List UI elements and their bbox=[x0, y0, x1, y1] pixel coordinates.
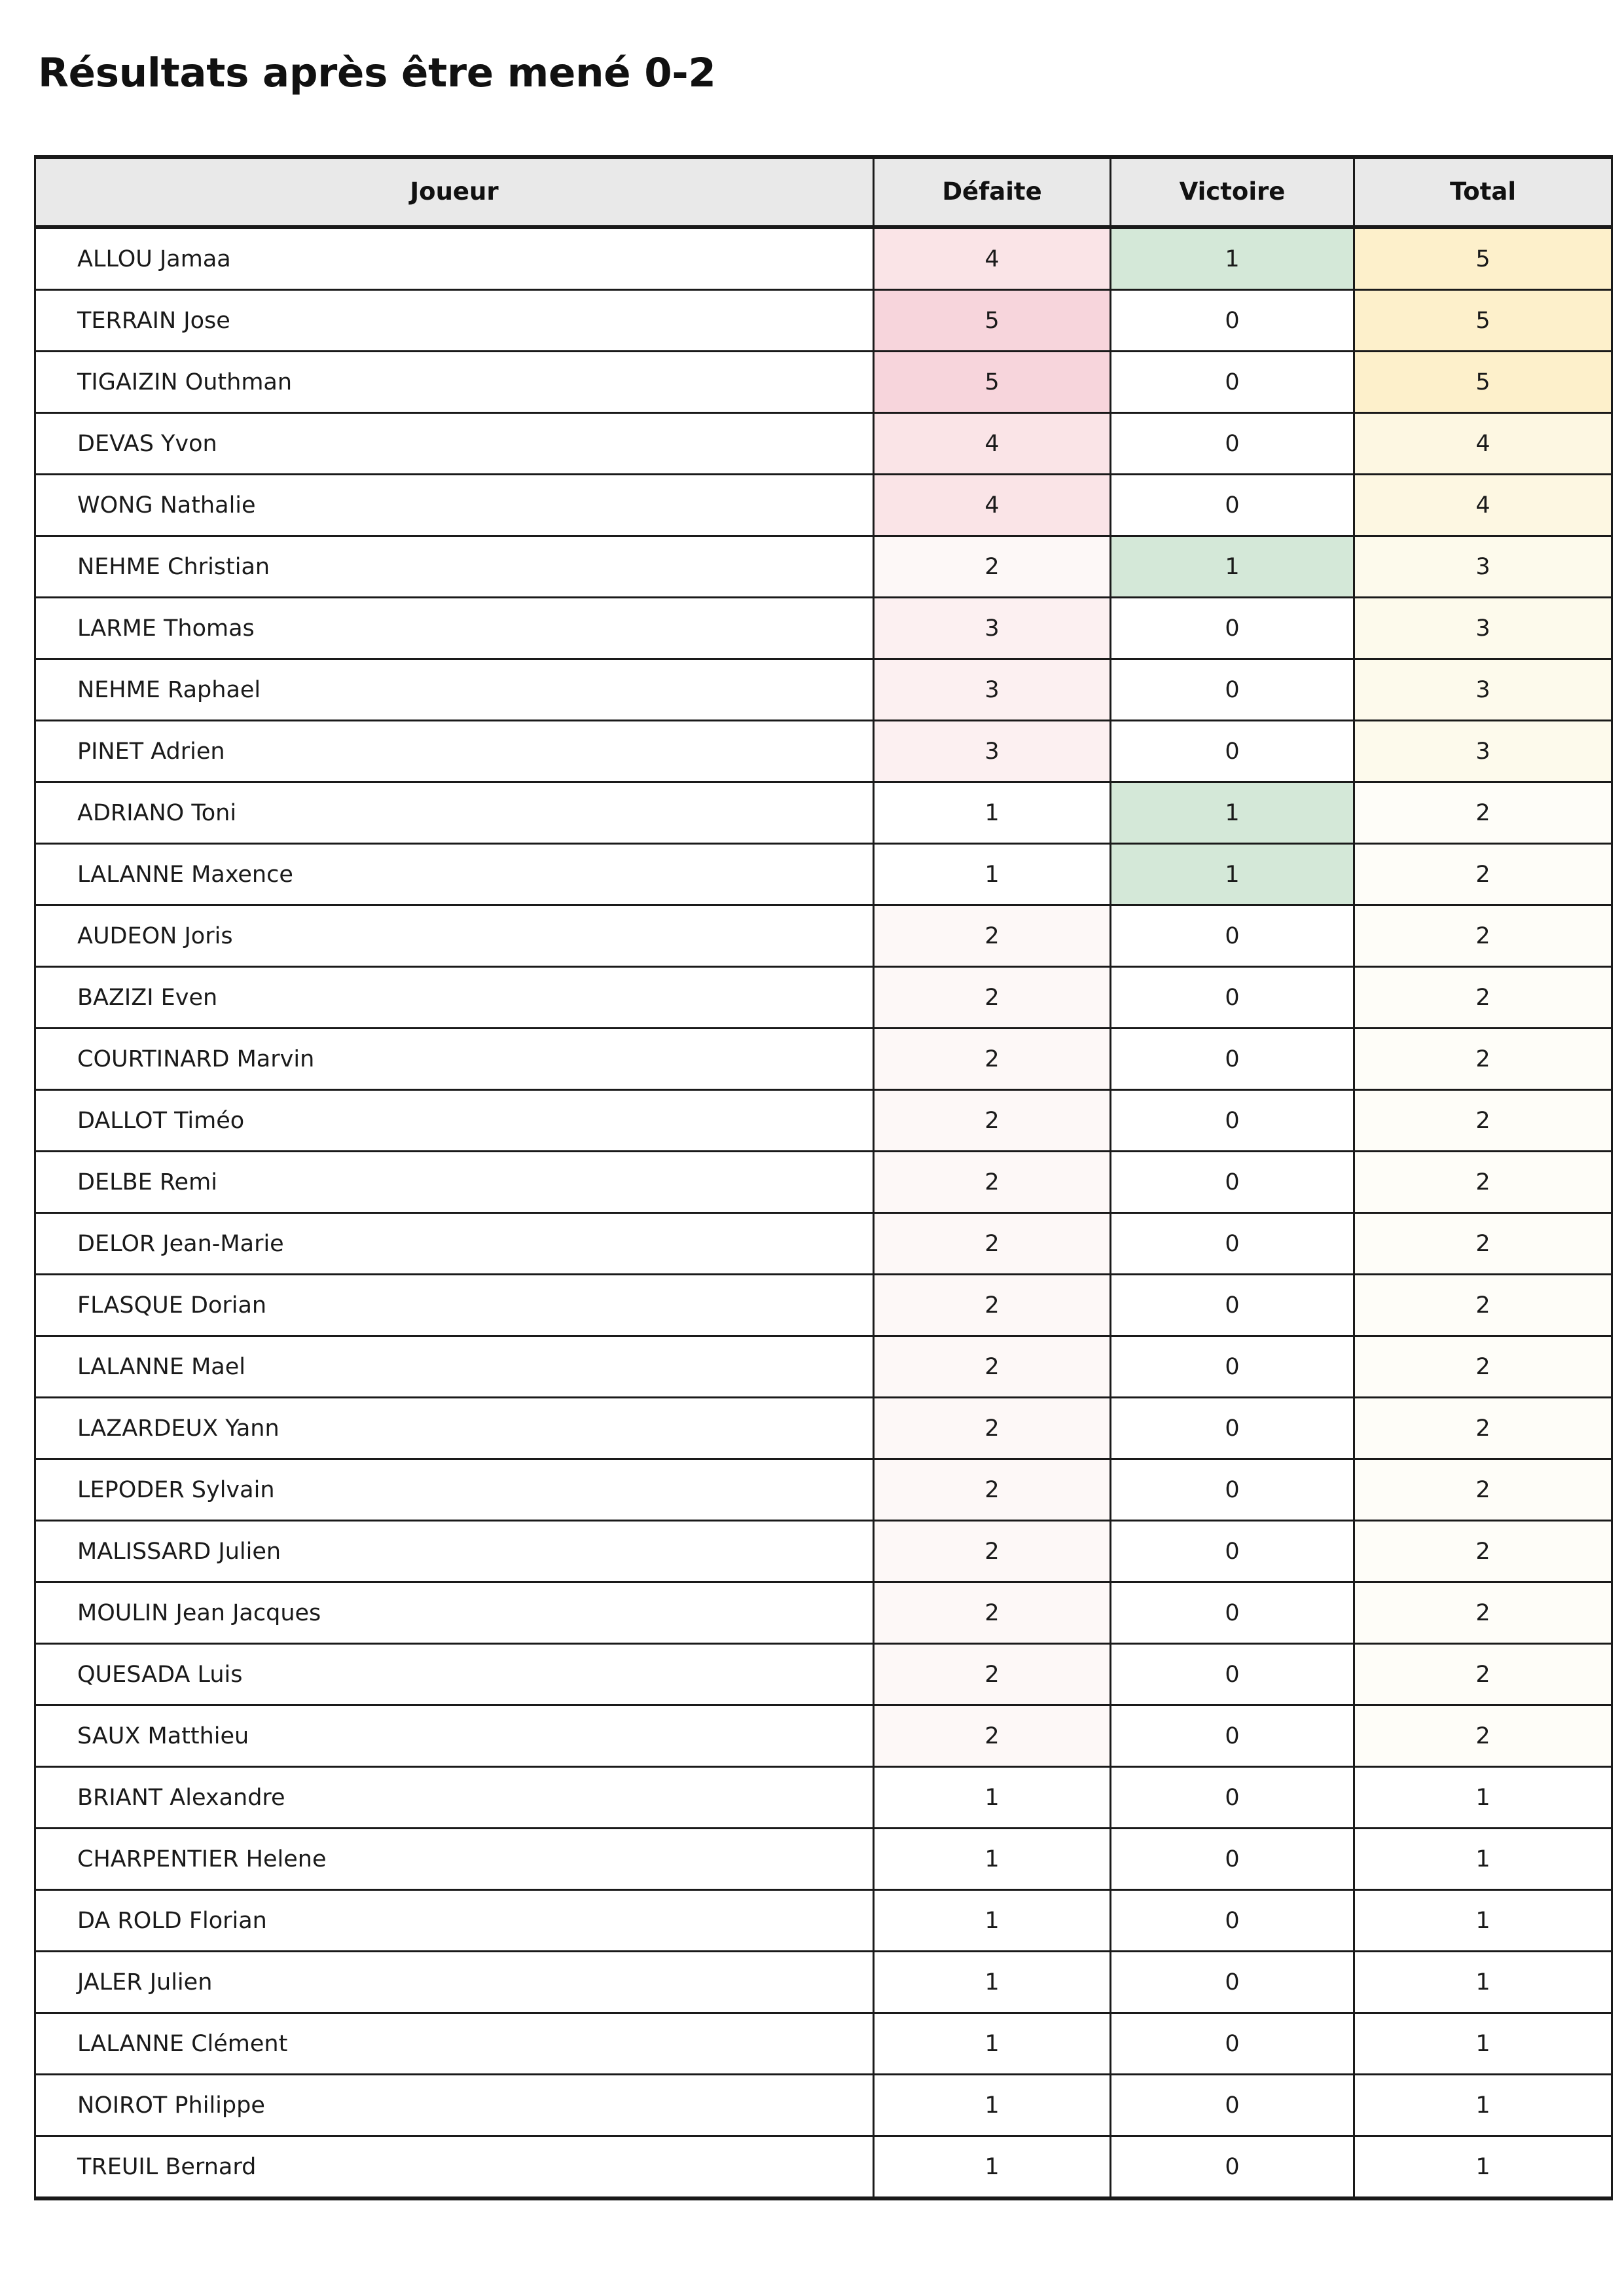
cell-total: 2 bbox=[1354, 1213, 1612, 1275]
cell-joueur: LEPODER Sylvain bbox=[35, 1459, 874, 1521]
cell-defaite: 1 bbox=[874, 2136, 1111, 2199]
cell-defaite: 2 bbox=[874, 1029, 1111, 1090]
cell-total: 2 bbox=[1354, 1521, 1612, 1582]
cell-total: 2 bbox=[1354, 905, 1612, 967]
cell-total: 5 bbox=[1354, 352, 1612, 413]
column-header-victoire: Victoire bbox=[1111, 157, 1354, 227]
column-header-total: Total bbox=[1354, 157, 1612, 227]
cell-victoire: 0 bbox=[1111, 1029, 1354, 1090]
cell-defaite: 2 bbox=[874, 1398, 1111, 1459]
cell-joueur: LAZARDEUX Yann bbox=[35, 1398, 874, 1459]
cell-total: 4 bbox=[1354, 475, 1612, 536]
cell-total: 2 bbox=[1354, 782, 1612, 844]
table-body bbox=[35, 227, 1612, 2198]
cell-total: 1 bbox=[1354, 2136, 1612, 2199]
cell-victoire: 0 bbox=[1111, 1459, 1354, 1521]
cell-victoire: 1 bbox=[1111, 782, 1354, 844]
cell-victoire: 1 bbox=[1111, 844, 1354, 905]
column-header-defaite: Défaite bbox=[874, 157, 1111, 227]
table-row bbox=[35, 905, 1612, 967]
cell-victoire: 0 bbox=[1111, 1829, 1354, 1890]
table-row bbox=[35, 413, 1612, 475]
cell-victoire: 0 bbox=[1111, 1398, 1354, 1459]
cell-defaite: 2 bbox=[874, 1521, 1111, 1582]
table-row bbox=[35, 1459, 1612, 1521]
cell-joueur: LALANNE Mael bbox=[35, 1336, 874, 1398]
cell-total: 1 bbox=[1354, 1767, 1612, 1829]
cell-victoire: 0 bbox=[1111, 1644, 1354, 1705]
cell-joueur: AUDEON Joris bbox=[35, 905, 874, 967]
cell-defaite: 3 bbox=[874, 659, 1111, 721]
cell-total: 4 bbox=[1354, 413, 1612, 475]
table-row bbox=[35, 967, 1612, 1029]
cell-victoire: 1 bbox=[1111, 227, 1354, 290]
cell-total: 3 bbox=[1354, 721, 1612, 782]
table-row bbox=[35, 1152, 1612, 1213]
cell-joueur: LALANNE Clément bbox=[35, 2013, 874, 2075]
table-row bbox=[35, 659, 1612, 721]
cell-total: 3 bbox=[1354, 598, 1612, 659]
cell-victoire: 0 bbox=[1111, 2075, 1354, 2136]
cell-joueur: DA ROLD Florian bbox=[35, 1890, 874, 1952]
cell-defaite: 5 bbox=[874, 352, 1111, 413]
table-row bbox=[35, 2136, 1612, 2199]
cell-victoire: 0 bbox=[1111, 413, 1354, 475]
cell-victoire: 0 bbox=[1111, 1275, 1354, 1336]
cell-joueur: ALLOU Jamaa bbox=[35, 227, 874, 290]
cell-victoire: 0 bbox=[1111, 1090, 1354, 1152]
cell-victoire: 0 bbox=[1111, 1336, 1354, 1398]
cell-joueur: LARME Thomas bbox=[35, 598, 874, 659]
table-row bbox=[35, 1090, 1612, 1152]
cell-defaite: 2 bbox=[874, 1459, 1111, 1521]
cell-total: 1 bbox=[1354, 1829, 1612, 1890]
cell-defaite: 2 bbox=[874, 1582, 1111, 1644]
table-row bbox=[35, 475, 1612, 536]
cell-defaite: 1 bbox=[874, 1890, 1111, 1952]
table-row bbox=[35, 1705, 1612, 1767]
cell-defaite: 2 bbox=[874, 1213, 1111, 1275]
cell-victoire: 0 bbox=[1111, 1152, 1354, 1213]
cell-defaite: 2 bbox=[874, 1090, 1111, 1152]
cell-joueur: NEHME Raphael bbox=[35, 659, 874, 721]
cell-joueur: JALER Julien bbox=[35, 1952, 874, 2013]
cell-joueur: DEVAS Yvon bbox=[35, 413, 874, 475]
cell-defaite: 1 bbox=[874, 782, 1111, 844]
cell-total: 3 bbox=[1354, 536, 1612, 598]
cell-total: 2 bbox=[1354, 1582, 1612, 1644]
cell-victoire: 0 bbox=[1111, 967, 1354, 1029]
table-row bbox=[35, 844, 1612, 905]
cell-total: 1 bbox=[1354, 2075, 1612, 2136]
cell-victoire: 0 bbox=[1111, 659, 1354, 721]
cell-joueur: BRIANT Alexandre bbox=[35, 1767, 874, 1829]
cell-joueur: WONG Nathalie bbox=[35, 475, 874, 536]
cell-defaite: 1 bbox=[874, 844, 1111, 905]
table-row bbox=[35, 782, 1612, 844]
cell-defaite: 4 bbox=[874, 413, 1111, 475]
cell-joueur: PINET Adrien bbox=[35, 721, 874, 782]
cell-victoire: 0 bbox=[1111, 1767, 1354, 1829]
table-row bbox=[35, 1521, 1612, 1582]
table-row bbox=[35, 290, 1612, 352]
table-row bbox=[35, 1336, 1612, 1398]
cell-defaite: 1 bbox=[874, 2013, 1111, 2075]
cell-joueur: NOIROT Philippe bbox=[35, 2075, 874, 2136]
cell-victoire: 0 bbox=[1111, 1705, 1354, 1767]
table-row bbox=[35, 598, 1612, 659]
table-row bbox=[35, 536, 1612, 598]
cell-joueur: DELBE Remi bbox=[35, 1152, 874, 1213]
table-row bbox=[35, 352, 1612, 413]
cell-joueur: MOULIN Jean Jacques bbox=[35, 1582, 874, 1644]
cell-victoire: 0 bbox=[1111, 290, 1354, 352]
cell-defaite: 2 bbox=[874, 1705, 1111, 1767]
cell-joueur: LALANNE Maxence bbox=[35, 844, 874, 905]
column-header-joueur: Joueur bbox=[35, 157, 874, 227]
cell-defaite: 3 bbox=[874, 598, 1111, 659]
cell-total: 2 bbox=[1354, 1705, 1612, 1767]
table-row bbox=[35, 1767, 1612, 1829]
cell-defaite: 2 bbox=[874, 536, 1111, 598]
cell-victoire: 0 bbox=[1111, 721, 1354, 782]
table-row bbox=[35, 2075, 1612, 2136]
table-row bbox=[35, 227, 1612, 290]
cell-joueur: TERRAIN Jose bbox=[35, 290, 874, 352]
cell-victoire: 0 bbox=[1111, 475, 1354, 536]
cell-victoire: 0 bbox=[1111, 1890, 1354, 1952]
cell-joueur: TIGAIZIN Outhman bbox=[35, 352, 874, 413]
cell-joueur: NEHME Christian bbox=[35, 536, 874, 598]
cell-victoire: 0 bbox=[1111, 2136, 1354, 2199]
cell-joueur: DELOR Jean-Marie bbox=[35, 1213, 874, 1275]
cell-defaite: 2 bbox=[874, 1275, 1111, 1336]
cell-total: 2 bbox=[1354, 1644, 1612, 1705]
cell-joueur: CHARPENTIER Helene bbox=[35, 1829, 874, 1890]
cell-total: 3 bbox=[1354, 659, 1612, 721]
cell-joueur: FLASQUE Dorian bbox=[35, 1275, 874, 1336]
cell-defaite: 2 bbox=[874, 1644, 1111, 1705]
cell-total: 2 bbox=[1354, 1398, 1612, 1459]
cell-total: 1 bbox=[1354, 1952, 1612, 2013]
cell-total: 2 bbox=[1354, 1459, 1612, 1521]
cell-joueur: ADRIANO Toni bbox=[35, 782, 874, 844]
cell-defaite: 2 bbox=[874, 905, 1111, 967]
table-header bbox=[35, 157, 1612, 227]
cell-defaite: 1 bbox=[874, 1829, 1111, 1890]
page-title: Résultats après être mené 0-2 bbox=[38, 50, 716, 96]
cell-total: 2 bbox=[1354, 1152, 1612, 1213]
table-row bbox=[35, 1213, 1612, 1275]
cell-defaite: 4 bbox=[874, 227, 1111, 290]
cell-victoire: 0 bbox=[1111, 352, 1354, 413]
cell-defaite: 2 bbox=[874, 1336, 1111, 1398]
cell-victoire: 1 bbox=[1111, 536, 1354, 598]
cell-defaite: 1 bbox=[874, 1767, 1111, 1829]
cell-defaite: 5 bbox=[874, 290, 1111, 352]
table-row bbox=[35, 1890, 1612, 1952]
cell-joueur: TREUIL Bernard bbox=[35, 2136, 874, 2199]
table-row bbox=[35, 1398, 1612, 1459]
cell-victoire: 0 bbox=[1111, 1521, 1354, 1582]
cell-victoire: 0 bbox=[1111, 905, 1354, 967]
cell-victoire: 0 bbox=[1111, 2013, 1354, 2075]
cell-total: 5 bbox=[1354, 227, 1612, 290]
table-header-row bbox=[35, 157, 1612, 227]
table-row bbox=[35, 1029, 1612, 1090]
cell-total: 2 bbox=[1354, 1275, 1612, 1336]
cell-joueur: DALLOT Timéo bbox=[35, 1090, 874, 1152]
results-table bbox=[34, 155, 1613, 2200]
table-row bbox=[35, 2013, 1612, 2075]
cell-defaite: 2 bbox=[874, 1152, 1111, 1213]
cell-total: 2 bbox=[1354, 1029, 1612, 1090]
table-row bbox=[35, 1275, 1612, 1336]
cell-defaite: 2 bbox=[874, 967, 1111, 1029]
table-row bbox=[35, 1952, 1612, 2013]
cell-total: 5 bbox=[1354, 290, 1612, 352]
cell-joueur: COURTINARD Marvin bbox=[35, 1029, 874, 1090]
table-row bbox=[35, 1644, 1612, 1705]
table-row bbox=[35, 1582, 1612, 1644]
cell-victoire: 0 bbox=[1111, 1213, 1354, 1275]
cell-victoire: 0 bbox=[1111, 598, 1354, 659]
cell-total: 2 bbox=[1354, 1090, 1612, 1152]
cell-defaite: 4 bbox=[874, 475, 1111, 536]
cell-total: 2 bbox=[1354, 844, 1612, 905]
cell-joueur: BAZIZI Even bbox=[35, 967, 874, 1029]
cell-total: 1 bbox=[1354, 1890, 1612, 1952]
cell-defaite: 1 bbox=[874, 2075, 1111, 2136]
cell-total: 1 bbox=[1354, 2013, 1612, 2075]
cell-victoire: 0 bbox=[1111, 1582, 1354, 1644]
table-row bbox=[35, 721, 1612, 782]
cell-joueur: QUESADA Luis bbox=[35, 1644, 874, 1705]
cell-joueur: MALISSARD Julien bbox=[35, 1521, 874, 1582]
cell-total: 2 bbox=[1354, 1336, 1612, 1398]
cell-total: 2 bbox=[1354, 967, 1612, 1029]
cell-joueur: SAUX Matthieu bbox=[35, 1705, 874, 1767]
cell-victoire: 0 bbox=[1111, 1952, 1354, 2013]
cell-defaite: 1 bbox=[874, 1952, 1111, 2013]
cell-defaite: 3 bbox=[874, 721, 1111, 782]
table-row bbox=[35, 1829, 1612, 1890]
